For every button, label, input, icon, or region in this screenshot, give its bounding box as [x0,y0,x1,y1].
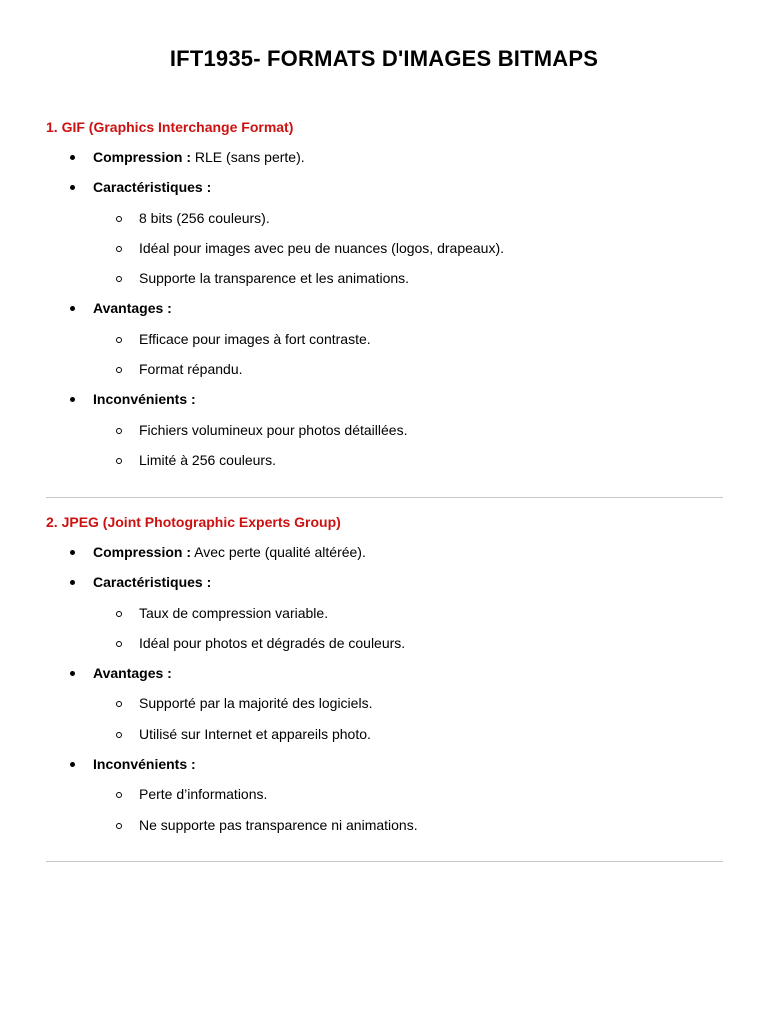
section-heading: 1. GIF (Graphics Interchange Format) [46,119,294,135]
list-item-disadvantages [46,754,723,784]
circle-bullet-icon [116,823,122,829]
bullet-icon [70,397,75,402]
item-label: Avantages : [93,300,172,317]
sub-item-text: Idéal pour photos et dégradés de couleurs. [139,634,406,651]
list-item-disadvantages [46,389,723,419]
section-divider [46,497,723,498]
bullet-icon [70,762,75,767]
sub-item-text: Limité à 256 couleurs. [139,451,276,468]
sub-list-item [46,603,723,633]
item-label: Compression : [93,544,192,560]
circle-bullet-icon [116,246,122,252]
list-item-advantages [46,663,723,693]
section-jpeg [46,512,723,845]
list-item-compression [46,542,723,572]
sub-list-item [46,420,723,450]
sub-list-item [46,633,723,663]
circle-bullet-icon [116,276,122,282]
sub-item-text: Efficace pour images à fort contraste. [139,330,371,347]
sub-item-text: Perte d’informations. [139,786,268,803]
list-item-advantages [46,298,723,328]
circle-bullet-icon [116,701,122,707]
sub-list-item [46,268,723,298]
sub-item-text: Supporté par la majorité des logiciels. [139,695,373,712]
bullet-icon [70,671,75,676]
circle-bullet-icon [116,641,122,647]
bullet-icon [70,155,75,160]
sub-list-item [46,359,723,389]
circle-bullet-icon [116,792,122,798]
sub-list-item [46,724,723,754]
sub-list-item [46,208,723,238]
sub-item-text: Format répandu. [139,361,243,378]
sub-item-text: Supporte la transparence et les animations. [139,270,410,287]
circle-bullet-icon [116,216,122,222]
sub-list-item [46,450,723,480]
item-label: Compression : [93,149,192,165]
sub-item-text: Taux de compression variable. [139,604,329,621]
bullet-icon [70,550,75,555]
item-label: Inconvénients : [93,391,196,408]
sub-item-text: Ne supporte pas transparence ni animations. [139,816,418,833]
item-value: RLE (sans perte). [191,149,305,165]
sub-item-text: Utilisé sur Internet et appareils photo. [139,725,371,742]
bullet-icon [70,306,75,311]
sub-item-text: Idéal pour images avec peu de nuances (logos, drapeaux). [139,239,505,256]
bullet-list [46,542,723,845]
section-gif [46,117,723,480]
item-label: Avantages : [93,665,172,682]
circle-bullet-icon [116,337,122,343]
circle-bullet-icon [116,458,122,464]
list-item-compression [46,147,723,177]
sub-list-item [46,784,723,814]
page-title: IFT1935- FORMATS D'IMAGES BITMAPS [169,46,599,71]
circle-bullet-icon [116,367,122,373]
sub-list-item [46,329,723,359]
circle-bullet-icon [116,428,122,434]
item-value: Avec perte (qualité altérée). [191,544,366,560]
bullet-icon [70,185,75,190]
item-label: Caractéristiques : [93,179,212,196]
list-item-characteristics [46,177,723,207]
sub-item-text: Fichiers volumineux pour photos détaillées. [139,421,408,438]
sub-list-item [46,815,723,845]
list-item-characteristics [46,572,723,602]
sub-item-text: 8 bits (256 couleurs). [139,209,270,226]
bullet-icon [70,580,75,585]
circle-bullet-icon [116,611,122,617]
circle-bullet-icon [116,732,122,738]
item-label: Inconvénients : [93,756,196,773]
section-divider [46,861,723,862]
sub-list-item [46,693,723,723]
sub-list-item [46,238,723,268]
item-label: Caractéristiques : [93,574,212,591]
bullet-list [46,147,723,480]
section-heading: 2. JPEG (Joint Photographic Experts Group) [46,514,341,530]
